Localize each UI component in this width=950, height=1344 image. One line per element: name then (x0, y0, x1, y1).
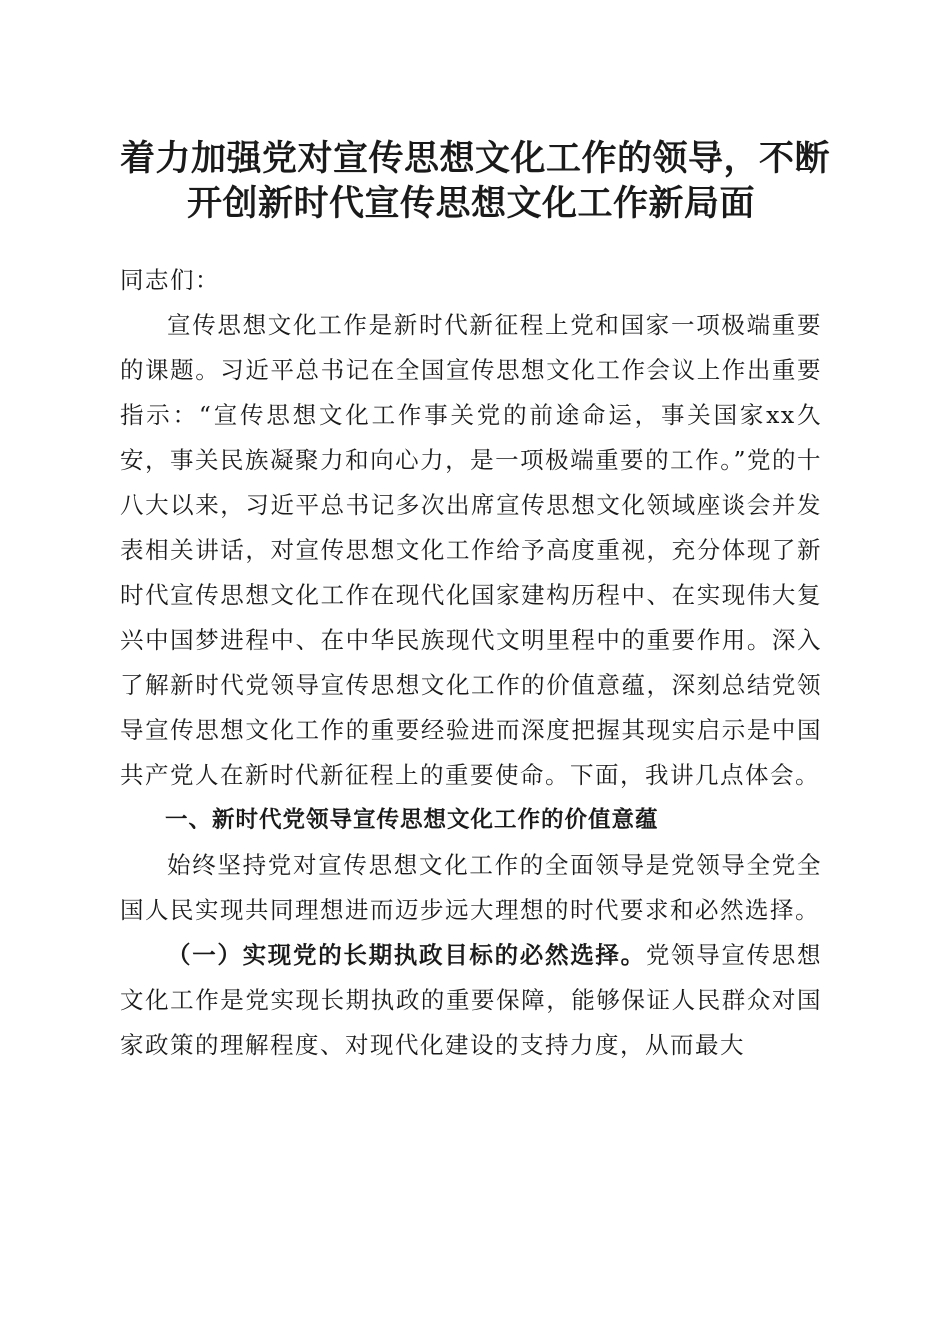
document-title (120, 136, 831, 226)
document-body (120, 258, 822, 1068)
salutation: 同志们： (120, 266, 220, 294)
subsection-1-text: 党领导宣传思想文化工作是党实现长期执政的重要保障，能够保证人民群众对国家政策的理解程度、对现代化建设的支持力度，从而最大 (120, 941, 823, 1059)
section-heading-1: 一、新时代党领导宣传思想文化工作的价值意蕴 (165, 807, 659, 833)
subsection-heading-1: （一）实现党的长期执政目标的必然选择。 (167, 941, 646, 969)
title-line-1: 着力加强党对宣传思想文化工作的领导，不断 (120, 138, 831, 179)
title-line-2: 开创新时代宣传思想文化工作新局面 (186, 183, 755, 224)
paragraph-3 (120, 933, 822, 1068)
paragraph-1: 宣传思想文化工作是新时代新征程上党和国家一项极端重要的课题。习近平总书记在全国宣传思想文化工作会议上作出重要指示：“宣传思想文化工作事关党的前途命运，事关国家xx久安，事关民族凝聚力和向心力，是一项极端重要的工作。”党的十八大以来，习近平总书记多次出席宣传思想文化领域座谈会并发表相关讲话，对宣传思想文化工作给予高度重视，充分体现了新时代宣传思想文化工作在现代化国家建构历程中、在实现伟大复兴中国梦进程中、在中华民族现代文明里程中的重要作用。深入了解新时代党领导宣传思想文化工作的价值意蕴，深刻总结党领导宣传思想文化工作的重要经验进而深度把握其现实启示是中国共产党人在新时代新征程上的重要使命。下面，我讲几点体会。 (120, 311, 822, 789)
paragraph-2: 始终坚持党对宣传思想文化工作的全面领导是党领导全党全国人民实现共同理想进而迈步远大理想的时代要求和必然选择。 (120, 851, 822, 924)
